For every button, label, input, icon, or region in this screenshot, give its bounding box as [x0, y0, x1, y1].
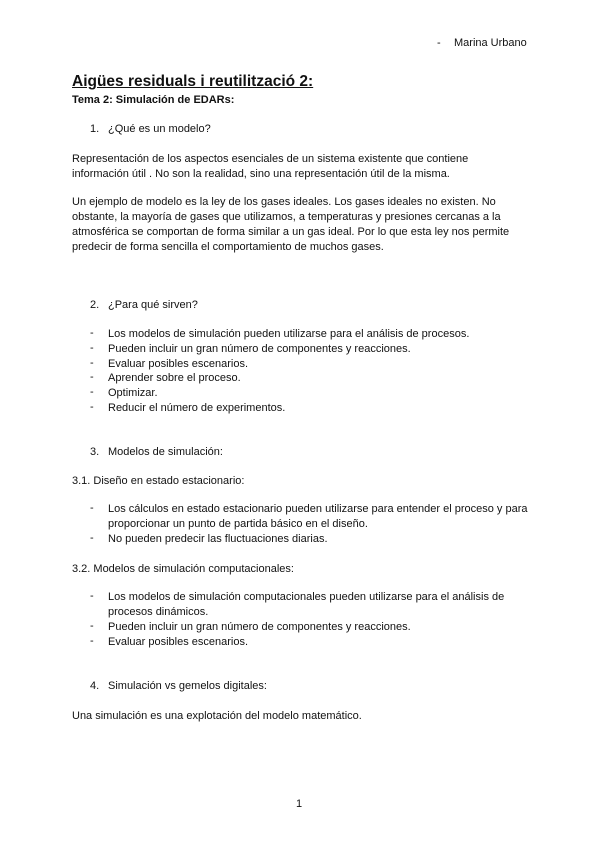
- list-item-text: Pueden incluir un gran número de componentes y reacciones.: [108, 343, 411, 355]
- bullet-marker: -: [90, 401, 94, 413]
- bullet-marker: -: [90, 620, 94, 632]
- section2-heading: ¿Para qué sirven?: [108, 299, 198, 311]
- section1-paragraph-2: Un ejemplo de modelo es la ley de los gases ideales. Los gases ideales no existen. No obstante, la mayoría de gases que utilizamos, a temperaturas y presiones cercanas a la atmosférica se comportan de forma similar a un gas ideal. Por lo que esta ley nos permite predecir de forma sencilla el comportamiento de muchos gases.: [72, 196, 510, 253]
- bullet-marker: -: [90, 386, 94, 398]
- section3-number: 3.: [90, 446, 100, 458]
- list-item-text: Reducir el número de experimentos.: [108, 402, 286, 414]
- subsection-3-1-heading: 3.1. Diseño en estado estacionario:: [72, 475, 245, 487]
- section4-number: 4.: [90, 680, 100, 692]
- section4-heading: Simulación vs gemelos digitales:: [108, 680, 267, 692]
- page-number: 1: [296, 798, 303, 810]
- bullet-marker: -: [90, 327, 94, 339]
- bullet-marker: -: [90, 342, 94, 354]
- document-title: Aigües residuals i reutilització 2:: [72, 73, 314, 90]
- list-item-text: Aprender sobre el proceso.: [108, 372, 241, 384]
- list-item-text: Los cálculos en estado estacionario pueden utilizarse para entender el proceso y para proporcionar un punto de partida básico en el diseño.: [108, 503, 528, 530]
- bullet-marker: -: [90, 590, 94, 602]
- document-subtitle: Tema 2: Simulación de EDARs:: [72, 94, 235, 106]
- section1-heading: ¿Qué es un modelo?: [108, 123, 211, 135]
- bullet-marker: -: [90, 502, 94, 514]
- list-item-text: Evaluar posibles escenarios.: [108, 358, 249, 370]
- bullet-marker: -: [90, 357, 94, 369]
- section3-heading: Modelos de simulación:: [108, 446, 223, 458]
- header-dash: -: [437, 37, 441, 49]
- list-item-text: Los modelos de simulación pueden utilizarse para el análisis de procesos.: [108, 328, 470, 340]
- section4-paragraph: Una simulación es una explotación del modelo matemático.: [72, 710, 362, 722]
- list-item-text: Optimizar.: [108, 387, 158, 399]
- list-item-text: Los modelos de simulación computacionales pueden utilizarse para el análisis de procesos dinámicos.: [108, 591, 505, 618]
- list-item-text: Pueden incluir un gran número de componentes y reacciones.: [108, 621, 411, 633]
- section1-paragraph-1: Representación de los aspectos esenciales de un sistema existente que contiene información útil . No son la realidad, sino una representación útil de la misma.: [72, 153, 469, 180]
- list-item-text: Evaluar posibles escenarios.: [108, 636, 249, 648]
- bullet-marker: -: [90, 532, 94, 544]
- header-author: Marina Urbano: [454, 37, 527, 49]
- subsection-3-2-heading: 3.2. Modelos de simulación computacionales:: [72, 563, 294, 575]
- list-item-text: No pueden predecir las fluctuaciones diarias.: [108, 533, 328, 545]
- section2-number: 2.: [90, 299, 100, 311]
- section1-number: 1.: [90, 123, 100, 135]
- bullet-marker: -: [90, 635, 94, 647]
- bullet-marker: -: [90, 371, 94, 383]
